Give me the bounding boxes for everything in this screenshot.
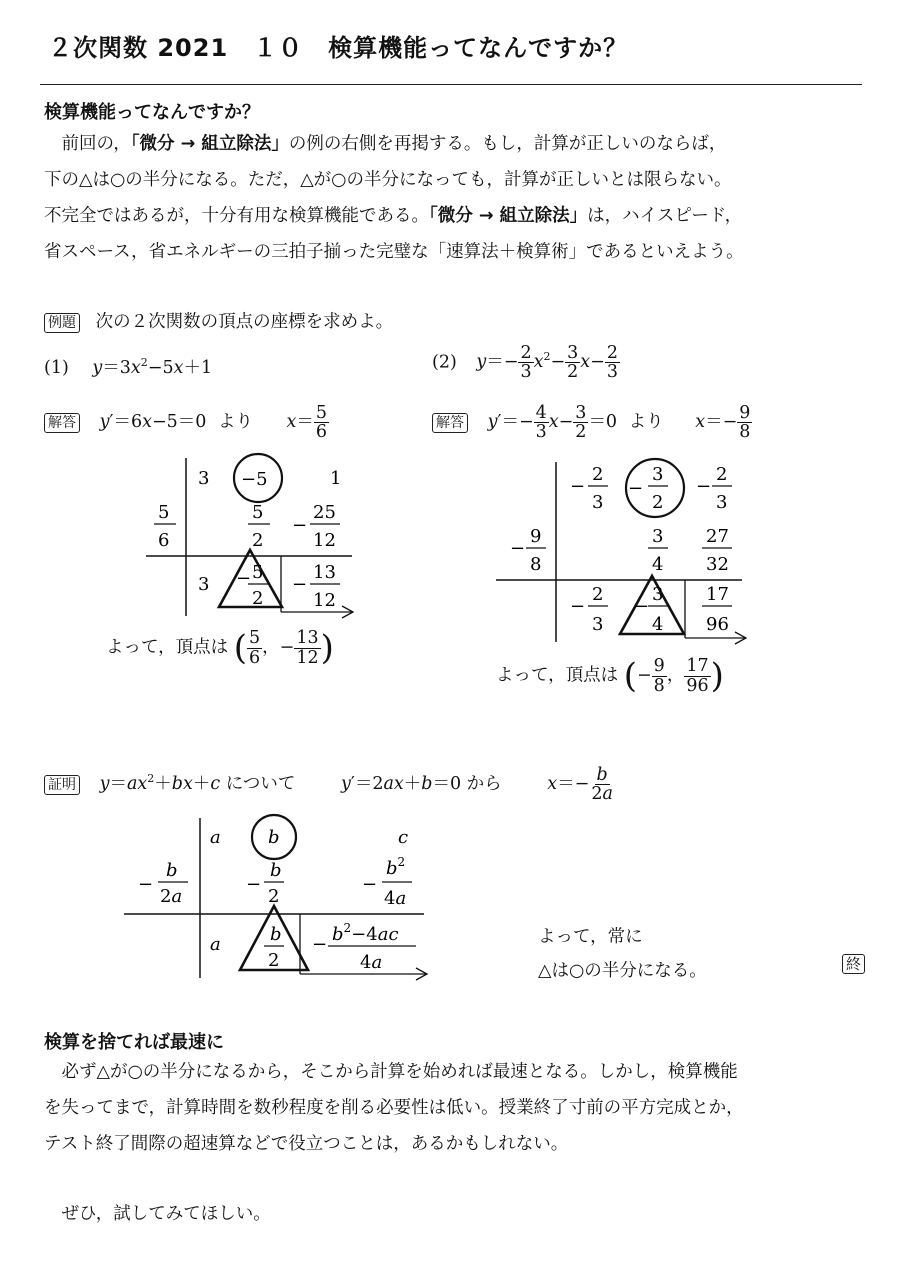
section-heading-check-function: 検算機能ってなんですか？	[44, 102, 260, 123]
svg-text:−: −	[236, 568, 252, 589]
svg-text:3: 3	[652, 584, 664, 605]
svg-text:5: 5	[158, 502, 170, 523]
svg-text:−: −	[570, 476, 586, 497]
svg-text:−: −	[138, 874, 154, 895]
svg-text:−: −	[696, 476, 712, 497]
svg-text:3: 3	[652, 464, 664, 485]
answer-badge-2: 解答	[432, 413, 468, 433]
svg-text:−: −	[570, 596, 586, 617]
svg-text:8: 8	[530, 554, 542, 575]
svg-text:12: 12	[313, 530, 336, 551]
closing-line: ぜひ，試してみてほしい。	[44, 1204, 271, 1224]
svg-text:3: 3	[592, 614, 604, 635]
svg-text:2: 2	[252, 530, 264, 551]
answer-badge-1: 解答	[44, 413, 80, 433]
fastest-line-2: を失ってまで，計算時間を数秒程度を削る必要性は低い。授業終了寸前の平方完成とか，	[44, 1098, 744, 1118]
svg-text:13: 13	[313, 562, 336, 583]
page-title: ２次関数 2021 １０ 検算機能ってなんですか？	[48, 34, 629, 62]
intro-line-2: 下の△は○の半分になる。ただ，△が○の半分になっても，計算が正しいとは限らない。	[44, 170, 732, 190]
svg-text:3: 3	[716, 492, 728, 513]
svg-text:−: −	[628, 478, 644, 499]
svg-text:a: a	[210, 827, 221, 848]
fastest-line-3: テスト終了間際の超速算などで役立つことは，あるかもしれない。	[44, 1134, 569, 1154]
fastest-paragraph	[44, 1054, 744, 1162]
svg-text:27: 27	[706, 526, 729, 547]
svg-text:−: −	[312, 934, 328, 955]
svg-text:2: 2	[268, 886, 280, 907]
svg-text:12: 12	[313, 590, 336, 611]
svg-text:−: −	[634, 596, 650, 617]
intro-line-3: 不完全ではあるが，十分有用な検算機能である。「微分 → 組立除法」は，ハイスピード，	[44, 206, 743, 226]
svg-text:4: 4	[652, 554, 664, 575]
svg-text:−: −	[510, 538, 526, 559]
svg-text:3: 3	[198, 574, 210, 595]
svg-text:3: 3	[592, 492, 604, 513]
svg-text:b2−4ac: $b^2-4ac$	[332, 921, 399, 945]
svg-text:4a: 4a	[360, 952, 383, 973]
svg-text:2: 2	[252, 588, 264, 609]
svg-text:2: 2	[592, 464, 604, 485]
svg-text:2: 2	[716, 464, 728, 485]
intro-line-4: 省スペース，省エネルギーの三拍子揃った完璧な「速算法＋検算術」であるといえよう。	[44, 242, 744, 262]
answer-2-derivative: 解答 y′＝− $\frac{4}{3}$ x− $\frac{3}{2}$ ＝0 より x＝− $\frac{9}{8}$	[432, 404, 752, 442]
synthetic-division-1	[146, 454, 353, 618]
svg-text:9: 9	[530, 526, 542, 547]
svg-text:−: −	[292, 515, 308, 536]
svg-text:−: −	[292, 574, 308, 595]
fastest-line-1: 必ず△が○の半分になるから，そこから計算を始めれば最速となる。しかし，検算機能	[44, 1062, 738, 1082]
svg-text:b: b	[270, 860, 282, 881]
svg-text:4: 4	[652, 614, 664, 635]
answer-1-derivative: 解答 y′＝6x−5＝0 より x＝ $\frac{5}{6}$	[44, 404, 329, 442]
intro-line-1: 前回の，「微分 → 組立除法」の例の右側を再掲する。もし，計算が正しいのならば，	[44, 134, 727, 154]
svg-text:b: b	[166, 860, 178, 881]
svg-text:3: 3	[652, 526, 664, 547]
section-heading-fastest: 検算を捨てれば最速に	[44, 1032, 224, 1053]
sd1-coef-a: 3	[198, 468, 210, 489]
svg-text:96: 96	[706, 614, 729, 635]
end-mark: 終	[842, 954, 865, 974]
proof-conclusion: よって，常に △は○の半分になる。	[538, 927, 707, 981]
svg-text:5: 5	[252, 562, 264, 583]
svg-text:17: 17	[706, 584, 729, 605]
sd1-coef-c: 1	[330, 468, 342, 489]
svg-text:−: −	[246, 874, 262, 895]
svg-text:b: b	[270, 924, 282, 945]
sd1-coef-b: −5	[241, 469, 268, 490]
problem-2-equation: (2) y＝− $\frac{2}{3}$ $x^2-$ $\frac{3}{2}$ x− $\frac{2}{3}$	[432, 343, 618, 383]
svg-text:b2: $b^2$	[386, 855, 406, 879]
svg-text:a: a	[210, 934, 221, 955]
svg-text:2: 2	[268, 950, 280, 971]
svg-text:2: 2	[592, 584, 604, 605]
svg-text:25: 25	[313, 502, 336, 523]
synthetic-division-proof	[124, 815, 427, 980]
svg-text:c: c	[398, 827, 409, 848]
example-prompt: 例題 次の２次関数の頂点の座標を求めよ。	[44, 308, 393, 333]
svg-text:6: 6	[158, 530, 170, 551]
svg-text:−: −	[362, 874, 378, 895]
proof-statement: 証明 $y=ax^2+bx+c$ について y′＝2ax＋b＝0 から x＝− $\frac{b}{2a}$	[44, 766, 615, 804]
svg-text:4a: 4a	[384, 888, 407, 909]
vertex-conclusion-2: よって，頂点は (− $\frac{9}{8}$ ， $\frac{17}{96}$ )	[496, 656, 724, 696]
svg-text:2a: 2a	[160, 886, 183, 907]
proof-badge: 証明	[44, 775, 80, 795]
problem-1-equation: (1) $y=3x^2-5x+1$	[44, 356, 213, 378]
svg-text:b: b	[268, 827, 280, 848]
svg-text:2: 2	[652, 492, 664, 513]
synthetic-division-2	[496, 459, 746, 644]
example-badge: 例題	[44, 313, 80, 333]
vertex-conclusion-1: よって，頂点は ( $\frac{5}{6}$ ，− $\frac{13}{12}$ )	[106, 628, 334, 668]
svg-text:32: 32	[706, 554, 729, 575]
svg-text:5: 5	[252, 502, 264, 523]
